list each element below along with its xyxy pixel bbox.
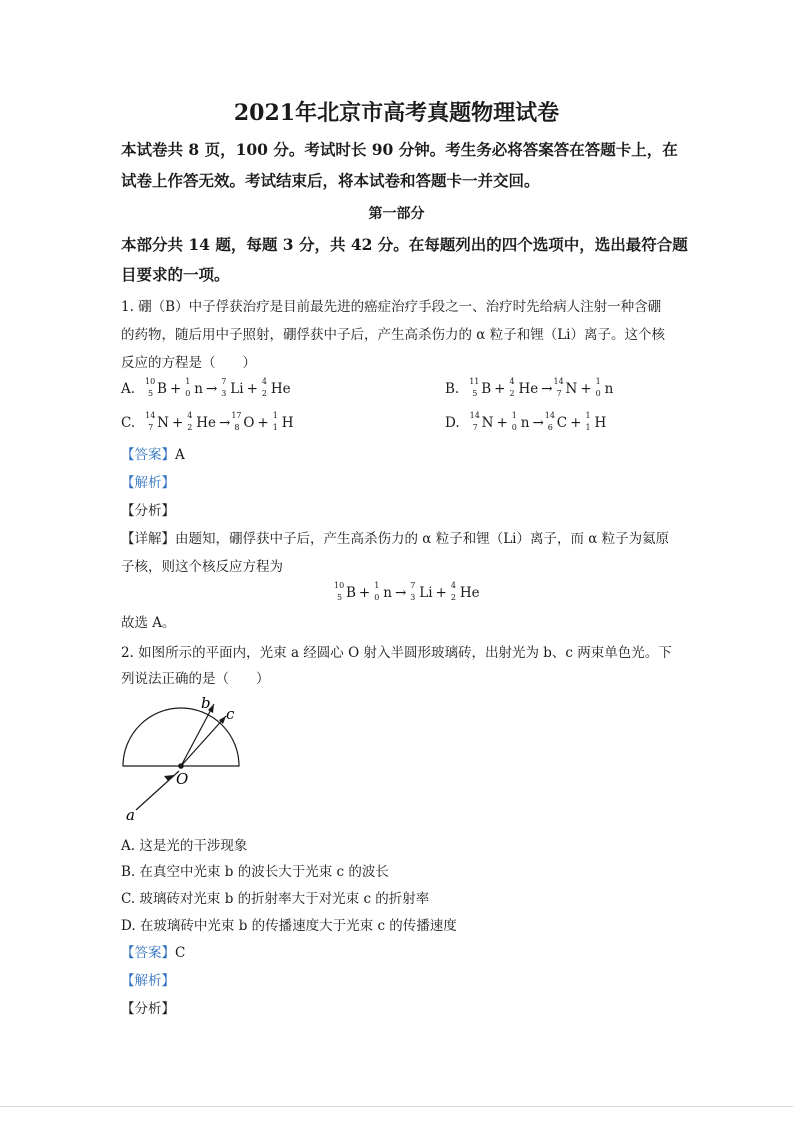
mass-number: 11	[469, 377, 480, 386]
plus-operator: +	[171, 415, 184, 431]
atomic-number: 5	[337, 593, 343, 602]
atomic-number: 6	[547, 423, 553, 432]
element-symbol: n	[520, 415, 530, 431]
q2-fenxi-row	[121, 997, 175, 1017]
mass-number: 1	[374, 581, 380, 590]
mass-number: 1	[595, 377, 601, 386]
q1-fenxi-row	[121, 499, 175, 519]
plus-operator: +	[257, 415, 269, 431]
q1-reaction-equation	[334, 581, 480, 602]
element-symbol: n	[194, 381, 203, 397]
q1-option-a[interactable]	[121, 377, 291, 398]
mass-number: 4	[261, 377, 267, 386]
plus-operator: +	[169, 381, 182, 397]
answer-tag: 【答案】	[121, 945, 175, 961]
q1-answer-row	[121, 443, 185, 463]
atomic-number: 5	[472, 389, 478, 398]
q1-jiexi-row	[121, 471, 175, 491]
element-symbol: H	[594, 415, 607, 431]
element-symbol: He	[196, 415, 217, 431]
nuclide	[373, 581, 392, 602]
label-o: O	[176, 770, 189, 788]
section-title: 第一部分	[368, 206, 425, 222]
nuclide	[334, 581, 356, 602]
mass-number: 4	[450, 581, 456, 590]
nuclide	[584, 411, 607, 432]
atomic-number: 1	[272, 423, 278, 432]
atomic-number: 2	[450, 593, 456, 602]
q1-stem-line-1: 1. 硼（B）中子俘获治疗是目前最先进的癌症治疗手段之一、治疗时先给病人注射一种含硼	[121, 299, 662, 315]
label-a: a	[126, 806, 135, 824]
atomic-number: 8	[234, 423, 240, 432]
nuclide	[272, 411, 294, 432]
label-b: b	[201, 694, 211, 712]
plus-operator: +	[494, 381, 506, 397]
element-symbol: H	[281, 415, 294, 431]
mass-number: 14	[553, 377, 564, 386]
atomic-number: 2	[261, 389, 267, 398]
intro-line-2: 试卷上作答无效。考试结束后，将本试卷和答题卡一并交回。	[121, 171, 540, 190]
nuclide	[595, 377, 614, 398]
mass-number: 1	[272, 411, 278, 420]
atomic-number: 7	[148, 423, 154, 432]
q1-conclusion: 故选 A。	[121, 615, 176, 631]
intro-line-1: 本试卷共 8 页，100 分。考试时长 90 分钟。考生务必将答案答在答题卡上，在	[121, 140, 678, 159]
semicircle-glass-brick	[123, 708, 239, 766]
atomic-number: 0	[595, 389, 601, 398]
q1-detail-line-2: 子核，则这个核反应方程为	[121, 559, 283, 575]
mass-number: 7	[410, 581, 416, 590]
element-symbol: C	[556, 415, 568, 431]
atomic-number: 0	[374, 593, 380, 602]
fenxi-tag: 【分析】	[121, 1001, 175, 1017]
arrow-operator: →	[541, 381, 553, 397]
mass-number: 1	[511, 411, 517, 420]
section-desc-2: 目要求的一项。	[121, 265, 230, 284]
option-label: C.	[121, 415, 136, 431]
q2-semicircle-figure	[118, 692, 248, 824]
mass-number: 10	[145, 377, 156, 386]
element-symbol: n	[604, 381, 614, 397]
q1-stem-line-2: 的药物，随后用中子照射，硼俘获中子后，产生高杀伤力的 α 粒子和锂（Li）离子。这个核	[121, 327, 665, 343]
mass-number: 1	[585, 411, 591, 420]
q2-answer-row	[121, 941, 185, 961]
page-title: 2021年北京市高考真题物理试卷	[233, 100, 560, 126]
nuclide	[231, 411, 255, 432]
atomic-number: 0	[511, 423, 517, 432]
q2-stem-line-1: 2. 如图所示的平面内，光束 a 经圆心 O 射入半圆形玻璃砖，出射光为 b、c 两束单色光。下	[121, 645, 672, 661]
answer-value: C	[175, 945, 186, 961]
q1-stem-line-3: 反应的方程是（ ）	[121, 355, 256, 371]
plus-operator: +	[435, 585, 447, 601]
mass-number: 14	[544, 411, 555, 420]
plus-operator: +	[496, 415, 508, 431]
arrow-operator: →	[205, 381, 218, 397]
element-symbol: N	[565, 381, 578, 397]
element-symbol: O	[243, 415, 255, 431]
nuclide	[220, 377, 244, 398]
nuclide	[184, 377, 203, 398]
mass-number: 17	[231, 411, 242, 420]
element-symbol: B	[481, 381, 492, 397]
arrow-operator: →	[394, 585, 407, 601]
mass-number: 7	[221, 377, 227, 386]
q2-option-c[interactable]: C. 玻璃砖对光束 b 的折射率大于对光束 c 的折射率	[121, 891, 430, 907]
element-symbol: Li	[230, 381, 244, 397]
option-label: B.	[445, 381, 460, 397]
arrow-operator: →	[219, 415, 231, 431]
q1-detail-line-1: 【详解】由题知，硼俘获中子后，产生高杀伤力的 α 粒子和锂（Li）离子，而 α 粒子为氦原	[121, 531, 670, 547]
nuclide	[469, 411, 494, 432]
element-symbol: n	[383, 585, 392, 601]
plus-operator: +	[358, 585, 371, 601]
mass-number: 4	[509, 377, 515, 386]
element-symbol: He	[459, 585, 480, 601]
arrow-operator: →	[532, 415, 544, 431]
atomic-number: 7	[556, 389, 562, 398]
nuclide	[544, 411, 568, 432]
q2-option-b[interactable]: B. 在真空中光束 b 的波长大于光束 c 的波长	[121, 864, 389, 880]
mass-number: 4	[187, 411, 193, 420]
nuclide	[553, 377, 578, 398]
q2-option-a[interactable]: A. 这是光的干涉现象	[121, 838, 248, 854]
mass-number: 14	[469, 411, 480, 420]
center-point-o	[178, 763, 184, 769]
fenxi-tag: 【分析】	[121, 503, 175, 519]
atomic-number: 1	[585, 423, 591, 432]
element-symbol: He	[518, 381, 539, 397]
nuclide	[145, 411, 169, 432]
element-symbol: B	[346, 585, 356, 601]
option-label: D.	[445, 415, 460, 431]
mass-number: 14	[145, 411, 156, 420]
section-desc-1: 本部分共 14 题，每题 3 分，共 42 分。在每题列出的四个选项中，选出最符合题	[121, 235, 688, 254]
plus-operator: +	[570, 415, 582, 431]
mass-number: 1	[185, 377, 191, 386]
plus-operator: +	[580, 381, 592, 397]
atomic-number: 5	[148, 389, 154, 398]
atomic-number: 0	[185, 389, 191, 398]
option-label: A.	[121, 381, 136, 397]
mass-number: 10	[334, 581, 345, 590]
answer-tag: 【答案】	[121, 447, 175, 463]
q2-jiexi-row	[121, 969, 175, 989]
plus-operator: +	[246, 381, 258, 397]
jiexi-tag: 【解析】	[121, 973, 175, 989]
q1-option-b[interactable]	[445, 377, 614, 398]
jiexi-tag: 【解析】	[121, 475, 175, 491]
element-symbol: Li	[419, 585, 433, 601]
nuclide	[261, 377, 291, 398]
atomic-number: 7	[472, 423, 478, 432]
nuclide	[511, 411, 530, 432]
nuclide	[469, 377, 492, 398]
nuclide	[450, 581, 480, 602]
q2-option-d[interactable]: D. 在玻璃砖中光束 b 的传播速度大于光束 c 的传播速度	[121, 918, 457, 934]
incident-beam-a	[136, 771, 179, 810]
atomic-number: 3	[410, 593, 416, 602]
q2-stem-line-2: 列说法正确的是（ ）	[121, 671, 270, 687]
nuclide	[186, 411, 217, 432]
atomic-number: 3	[221, 389, 227, 398]
answer-value: A	[175, 447, 185, 463]
element-symbol: He	[270, 381, 291, 397]
element-symbol: N	[481, 415, 494, 431]
q1-option-d[interactable]	[445, 411, 607, 432]
element-symbol: B	[157, 381, 167, 397]
q1-option-c[interactable]	[121, 411, 294, 432]
nuclide	[508, 377, 539, 398]
nuclide	[145, 377, 167, 398]
atomic-number: 2	[509, 389, 515, 398]
page-bottom-rule	[0, 1106, 793, 1107]
label-c: c	[226, 705, 235, 723]
element-symbol: N	[157, 415, 169, 431]
nuclide	[409, 581, 433, 602]
atomic-number: 2	[187, 423, 193, 432]
